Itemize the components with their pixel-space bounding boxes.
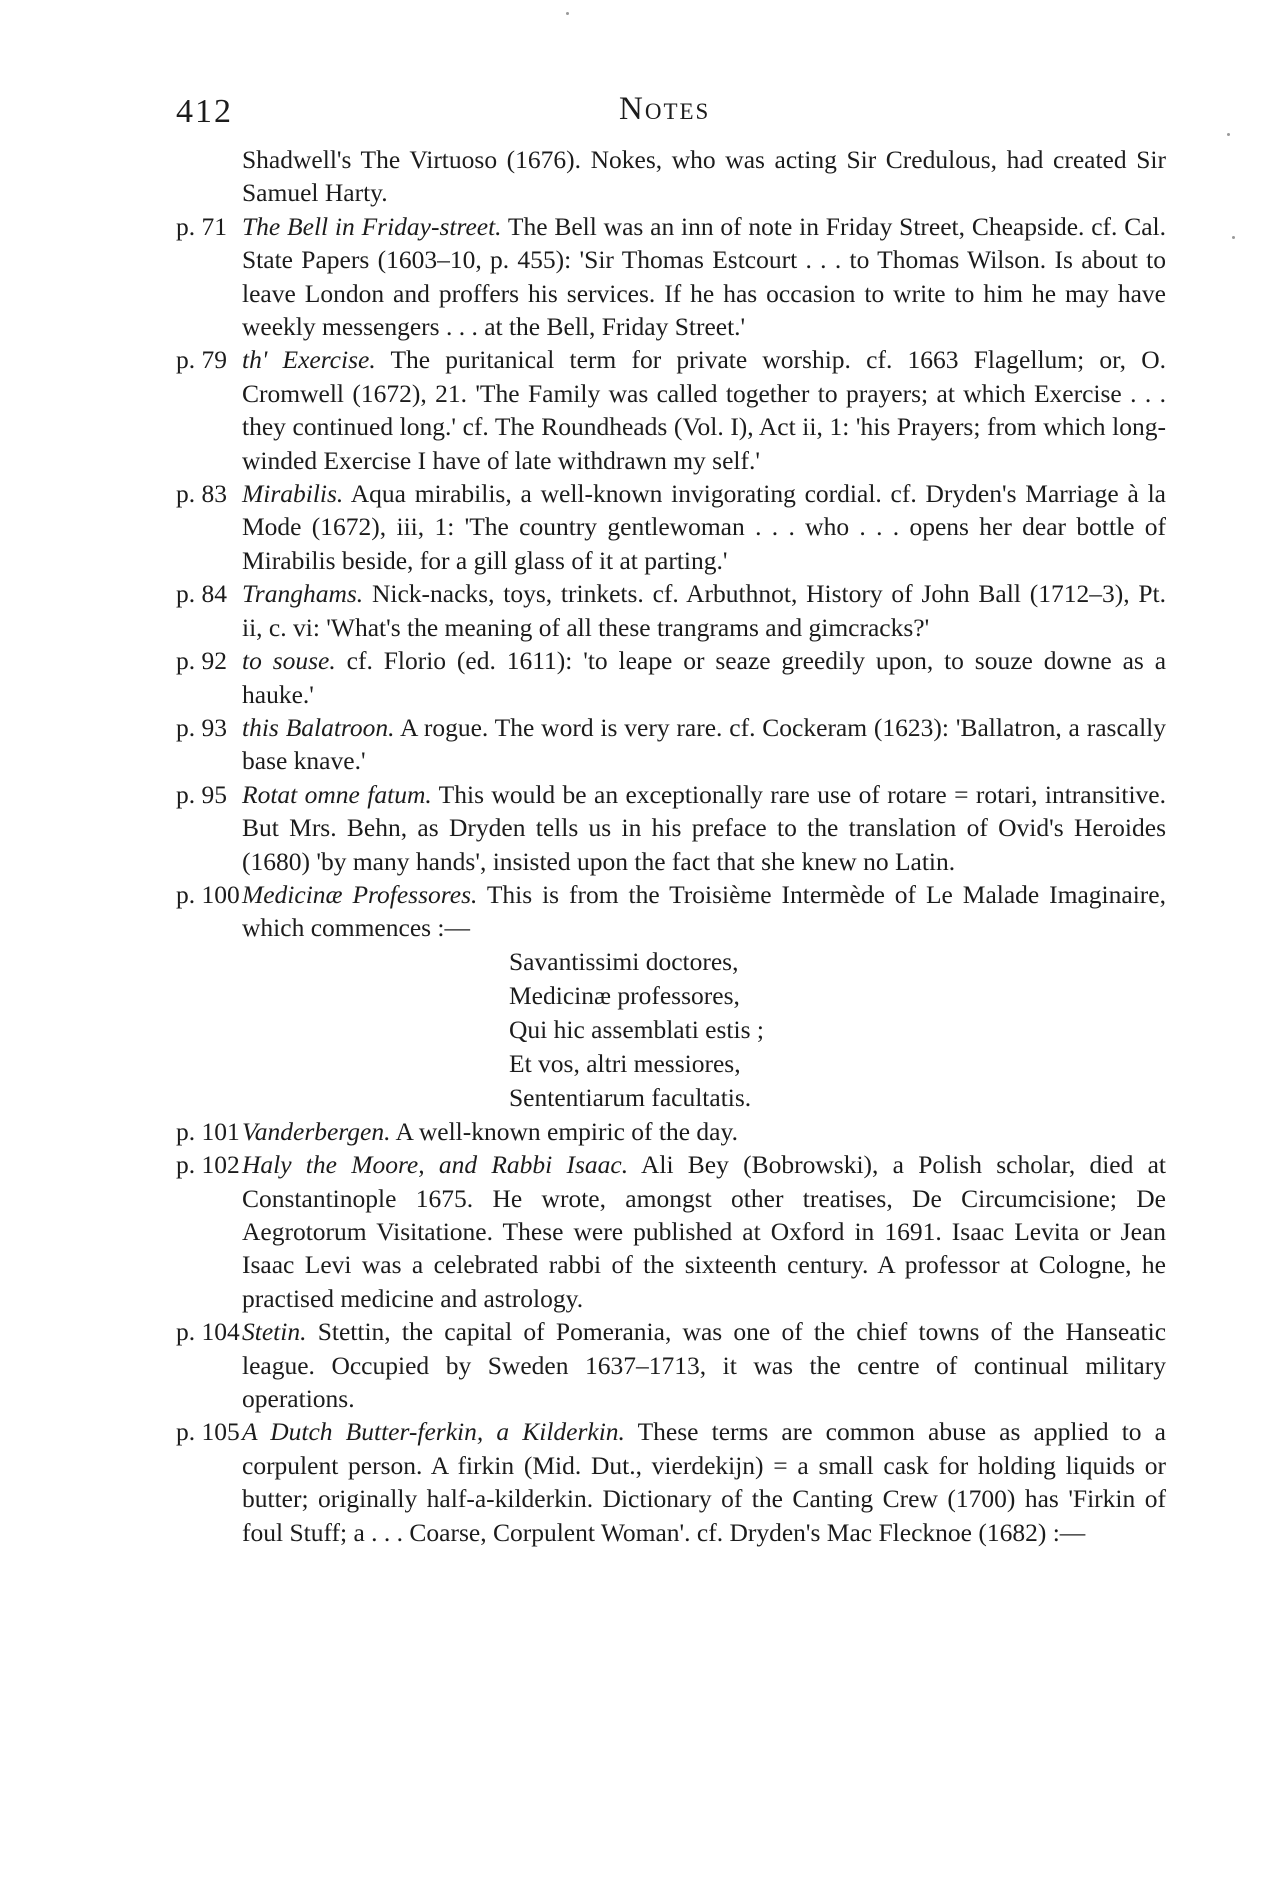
note-entry (176, 477, 1166, 577)
note-entry (176, 644, 1166, 711)
page-reference: p. 92 (176, 646, 227, 676)
note-text: A well-known empiric of the day. (395, 1116, 738, 1146)
note-headword: Tranghams. (242, 579, 364, 609)
note-text: Stettin, the capital of Pomerania, was one of the chief towns of the Hanseatic league. Occupied by Sweden 1637–1713, it was the centre of continual military operations. (242, 1317, 1167, 1413)
page-reference: p. 95 (176, 779, 227, 809)
note-text: cf. Florio (ed. 1611): 'to leape or seaze greedily upon, to souze downe as a hauke.' (242, 646, 1167, 709)
note-entry (176, 1315, 1166, 1415)
note-text: This would be an exceptionally rare use of rotare = rotari, intransitive. But Mrs. Behn, as Dryden tells us in his preface to the translation of Ovid's Heroides (1680) 'by many hands', insisted upon the fact that she knew no Latin. (242, 779, 1166, 876)
note-entry (176, 343, 1166, 477)
note-entry (176, 1415, 1166, 1549)
verse-line: Sententiarum facultatis. (509, 1082, 752, 1112)
note-entry (176, 878, 1166, 945)
note-text: Ali Bey (Bobrowski), a Polish scholar, died at Constantinople 1675. He wrote, amongst other treatises, De Circumcisione; De Aegrotorum Visitatione. These were published at Oxford in 1691. Isaac Levita or Jean Isaac Levi was a celebrated rabbi of the sixteenth century. A professor at Cologne, he practised medicine and astrology. (242, 1150, 1167, 1313)
note-headword: A Dutch Butter-ferkin, a Kilderkin. (242, 1417, 625, 1447)
paper-speck (1232, 236, 1235, 239)
note-headword: The Bell in Friday-street. (242, 211, 502, 241)
note-headword: Mirabilis. (242, 479, 344, 509)
notes-body (176, 143, 1166, 1549)
running-head: Notes (619, 91, 711, 127)
note-text: Aqua mirabilis, a well-known invigorating cordial. cf. Dryden's Marriage à la Mode (1672), iii, 1: 'The country gentlewoman . . . who . . . opens her dear bottle of Mirabilis beside, for a gill glass of it at parting.' (242, 479, 1167, 575)
verse-quotation (176, 945, 1166, 1115)
note-text: The puritanical term for private worship. cf. 1663 Flagellum; or, O. Cromwell (1672), 21. 'The Family was called together to prayers; at which Exercise . . . they continued long.' cf. The Roundheads (Vol. I), Act ii, 1: 'his Prayers; from which long-winded Exercise I have of late withdrawn my self.' (242, 345, 1167, 475)
note-headword: th' Exercise. (242, 345, 376, 375)
note-text: A rogue. The word is very rare. cf. Cockeram (1623): 'Ballatron, a rascally base knave.' (242, 712, 1167, 776)
page-number: 412 (176, 93, 233, 130)
page-reference: p. 100 (176, 879, 240, 909)
note-headword: this Balatroon. (242, 712, 395, 742)
note-headword: Stetin. (242, 1317, 307, 1347)
note-entry (176, 778, 1166, 878)
continued-note: Shadwell's The Virtuoso (1676). Nokes, who was acting Sir Credulous, had created Sir Samuel Harty. (242, 145, 1166, 208)
note-text: These terms are common abuse as applied to a corpulent person. A firkin (Mid. Dut., vierdekijn) = a small cask for holding liquids or butter; originally half-a-kilderkin. Dictionary of the Canting Crew (1700) has 'Firkin of foul Stuff; a . . . Coarse, Corpulent Woman'. cf. Dryden's Mac Flecknoe (1682) :— (242, 1417, 1166, 1547)
page-reference: p. 79 (176, 345, 227, 375)
note-entry (176, 577, 1166, 644)
note-entry (176, 210, 1166, 344)
note-text: The Bell was an inn of note in Friday Street, Cheapside. cf. Cal. State Papers (1603–10, p. 455): 'Sir Thomas Estcourt . . . to Thomas Wilson. Is about to leave London and proffers his services. If he has occasion to write to him he may have weekly messengers . . . at the Bell, Friday Street.' (242, 211, 1167, 342)
verse-line: Medicinæ professores, (509, 980, 740, 1010)
note-headword: Rotat omne fatum. (242, 779, 432, 809)
note-headword: Vanderbergen. (242, 1116, 391, 1146)
paper-speck (1227, 133, 1230, 136)
page-reference: p. 104 (176, 1317, 240, 1347)
verse-line: Et vos, altri messiores, (509, 1048, 741, 1078)
page-reference: p. 84 (176, 579, 227, 609)
note-headword: to souse. (242, 646, 336, 676)
note-headword: Haly the Moore, and Rabbi Isaac. (242, 1150, 629, 1180)
note-entry (176, 711, 1166, 778)
page-reference: p. 71 (176, 211, 227, 241)
note-entry (176, 1115, 1166, 1148)
verse-line: Savantissimi doctores, (509, 946, 739, 976)
note-entry (176, 1148, 1166, 1315)
page-reference: p. 93 (176, 712, 227, 742)
note-headword: Medicinæ Professores. (242, 879, 478, 909)
note-text: This is from the Troisième Intermède of Le Malade Imaginaire, which commences :— (242, 879, 1166, 943)
page-reference: p. 101 (176, 1116, 240, 1146)
page-reference: p. 105 (176, 1417, 240, 1447)
page-reference: p. 102 (176, 1150, 240, 1180)
verse-line: Qui hic assemblati estis ; (509, 1014, 764, 1044)
note-text: Nick-nacks, toys, trinkets. cf. Arbuthnot, History of John Ball (1712–3), Pt. ii, c. vi: 'What's the meaning of all these trangrams and gimcracks?' (242, 579, 1166, 642)
page-reference: p. 83 (176, 479, 227, 509)
paper-speck (566, 12, 569, 15)
